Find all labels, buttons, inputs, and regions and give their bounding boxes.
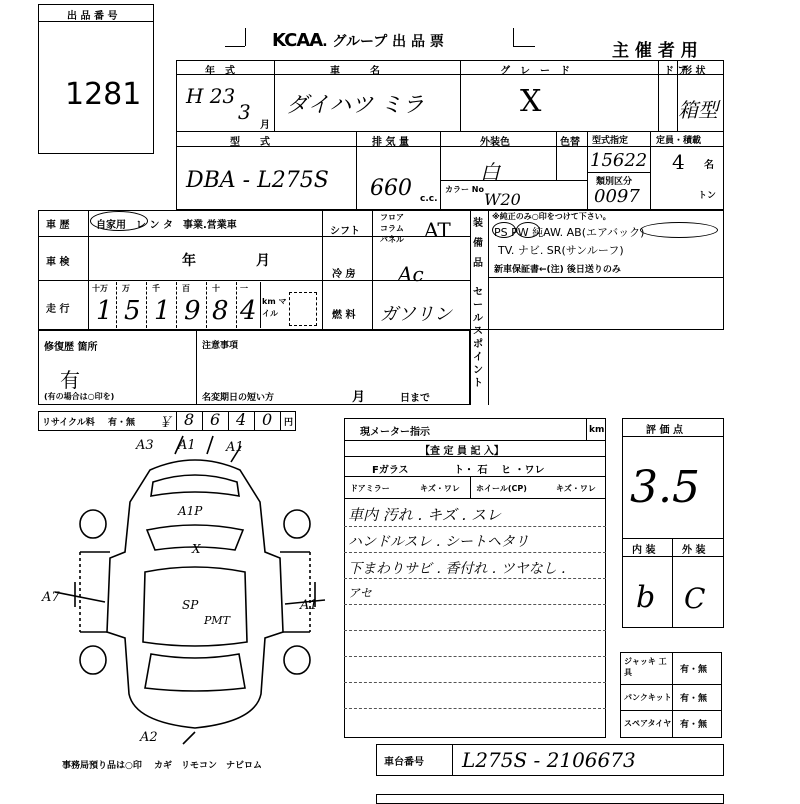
- type-spec-value: 15622: [590, 150, 648, 171]
- recycle-label: リサイクル料: [42, 418, 95, 428]
- shape-value: 箱型: [678, 98, 718, 122]
- spare-tire-yes-no: 有・無: [680, 720, 708, 730]
- recycle-yes-no: 有・無: [108, 418, 136, 428]
- history-options: 自家用 レ ン タ 事業.営業車: [96, 220, 237, 231]
- shift-label: シフト: [330, 226, 360, 237]
- grade-label: グ レ ー ド: [500, 66, 570, 77]
- pw-circle: [516, 222, 540, 238]
- damage-mark: A7: [42, 590, 60, 605]
- ac-label: 冷 房: [332, 269, 356, 280]
- expiry-label: 名変期日の短い方: [202, 393, 275, 403]
- mirror-options: キズ・ワレ: [420, 484, 460, 493]
- damage-mark: A1: [178, 438, 196, 453]
- inspector-label: 【査 定 員 記 入】: [420, 446, 504, 457]
- history-label: 車 歴: [46, 220, 70, 231]
- grade-value: X: [520, 84, 542, 119]
- fuel-label: 燃 料: [332, 310, 356, 321]
- damage-mark: A2: [140, 730, 158, 745]
- shift-options: フロア コラム パネル: [380, 213, 404, 244]
- recycle-digit: 8: [184, 410, 195, 429]
- grade-score: 3.5: [630, 462, 700, 513]
- puncture-kit-yes-no: 有・無: [680, 694, 708, 704]
- month-value: 3: [238, 100, 251, 124]
- repair-value: 有: [60, 368, 80, 392]
- mileage-unit: 一: [240, 284, 248, 293]
- capacity-unit: 名: [704, 160, 714, 171]
- jack-label: ジャッキ 工具: [624, 657, 667, 677]
- capacity-value: 4: [672, 150, 685, 174]
- equipment-line-1: PS PW 純AW. AB(エアバック): [494, 226, 645, 239]
- meter-label: 現メーター指示: [360, 427, 430, 438]
- chassis-value: L275S - 2106673: [462, 748, 636, 772]
- brand-logo: KCAA: [272, 30, 323, 51]
- title-text: . グループ 出 品 票: [322, 34, 444, 50]
- sales-point-label: セールスポイント: [473, 287, 483, 389]
- damage-mark: PMT: [204, 614, 231, 627]
- chassis-label: 車台番号: [384, 757, 424, 768]
- mileage-digit: 8: [212, 296, 229, 326]
- recycle-digit: 0: [262, 410, 273, 429]
- car-name-value: ダイハツ ミラ: [286, 93, 425, 118]
- lot-number: 1281: [65, 77, 142, 112]
- recycle-digit: 4: [236, 410, 247, 429]
- load-unit: トン: [698, 191, 717, 201]
- equipment-line-2: TV. ナビ. SR(サンルーフ): [498, 244, 624, 257]
- displacement-value: 660: [370, 176, 412, 201]
- ac-value: Ac: [398, 262, 424, 286]
- year-value: H 23: [186, 84, 236, 108]
- color-change-label: 色替: [560, 137, 580, 148]
- damage-mark: A3: [136, 438, 154, 453]
- mileage-unit: 千: [152, 284, 160, 293]
- lot-number-box: [38, 4, 154, 154]
- exterior-color-value: 白: [480, 160, 500, 184]
- equipment-note: ※純正のみ○印をつけて下さい。: [492, 212, 611, 221]
- damage-mark: X: [192, 542, 201, 556]
- inspection-note: アセ: [348, 586, 372, 600]
- ab-circle: [640, 222, 718, 238]
- glass-label: Fガラス: [372, 465, 409, 476]
- exterior-color-label: 外装色: [480, 137, 510, 148]
- organizer-label: 主 催 者 用: [612, 41, 698, 61]
- shaken-year: 年: [182, 253, 196, 269]
- inspection-note: ハンドルスレ . シートヘタリ: [348, 534, 529, 550]
- equipment-label: 装備品: [473, 218, 483, 269]
- recycle-unit: 円: [284, 418, 294, 428]
- exterior-score: C: [684, 582, 706, 615]
- wheel-label: ホイール(CP): [476, 484, 527, 493]
- mileage-extra-box: [289, 292, 317, 326]
- mileage-unit: 百: [182, 284, 190, 293]
- inspection-note: 車内 汚れ . キズ . スレ: [348, 506, 502, 524]
- year-label: 年 式: [205, 66, 235, 77]
- shaken-label: 車 検: [46, 257, 70, 268]
- month-unit: 月: [260, 120, 270, 131]
- equipment-line-3: 新車保証書←(注) 後日送りのみ: [494, 265, 621, 275]
- shift-value: AT: [424, 218, 451, 242]
- form-title: [272, 30, 444, 51]
- wheel-options: キズ・ワレ: [556, 484, 596, 493]
- name-label: 車 名: [330, 66, 380, 77]
- inspection-note: 下まわりサビ . 香付れ . ツヤなし .: [348, 561, 566, 577]
- category-value: 0097: [594, 186, 640, 207]
- displacement-label: 排 気 量: [372, 137, 409, 148]
- cc-unit: c.c.: [420, 194, 438, 204]
- history-selected-circle: [90, 211, 148, 231]
- mileage-digit: 4: [240, 296, 257, 326]
- grade-label: 評 価 点: [646, 425, 683, 436]
- expiry-day: 日まで: [400, 393, 430, 404]
- color-no-label: カラー No: [445, 185, 484, 194]
- spare-tire-label: スペアタイヤ: [624, 719, 672, 728]
- office-note: 事務局預り品は○印 カギ リモコン ナビロム: [62, 761, 262, 771]
- interior-score: b: [636, 580, 656, 615]
- fuel-value: ガソリン: [380, 304, 452, 325]
- mileage-label: 走 行: [46, 304, 70, 315]
- shape-label: 形 状: [682, 66, 706, 77]
- category-label: 類別区分: [596, 177, 633, 187]
- jack-yes-no: 有・無: [680, 665, 708, 675]
- expiry-month: 月: [352, 390, 366, 405]
- model-label: 型 式: [230, 137, 270, 148]
- mileage-unit: 万: [122, 284, 130, 293]
- mirror-label: ドアミラー: [350, 484, 390, 493]
- model-value: DBA - L275S: [186, 168, 329, 193]
- mileage-digit: 1: [154, 296, 171, 326]
- damage-mark: A1: [226, 440, 244, 455]
- mileage-digit: 1: [96, 296, 113, 326]
- repair-note: (有の場合は○印を): [44, 392, 115, 401]
- recycle-yen: ￥: [158, 415, 172, 431]
- recycle-digit: 6: [210, 410, 221, 429]
- glass-options: ト・ 石 ヒ ・ワレ: [454, 465, 545, 476]
- car-damage-diagram: [55, 432, 335, 752]
- caution-label: 注意事項: [202, 341, 239, 351]
- door-label: ド ア: [664, 66, 688, 77]
- mileage-unit-km: km マイル: [262, 297, 287, 318]
- type-spec-label: 型式指定: [592, 136, 629, 146]
- shaken-month: 月: [256, 253, 270, 269]
- mileage-digit: 9: [184, 296, 201, 326]
- bottom-table: [376, 794, 724, 804]
- lot-number-label: 出 品 番 号: [67, 11, 118, 22]
- color-no-value: W20: [484, 190, 521, 209]
- puncture-kit-label: パンクキット: [624, 693, 672, 702]
- damage-mark: A1P: [178, 504, 203, 518]
- damage-mark: SP: [182, 598, 199, 612]
- meter-unit: km: [589, 425, 605, 435]
- exterior-label: 外 装: [682, 545, 706, 556]
- interior-label: 内 装: [632, 545, 656, 556]
- ps-circle: [492, 222, 516, 238]
- damage-mark: A1: [300, 598, 318, 613]
- mileage-unit: 十: [212, 284, 220, 293]
- mileage-unit: 十万: [92, 284, 108, 293]
- capacity-label: 定員・積載: [656, 136, 702, 146]
- repair-label: 修復歴 箇所: [44, 342, 98, 353]
- mileage-digit: 5: [124, 296, 141, 326]
